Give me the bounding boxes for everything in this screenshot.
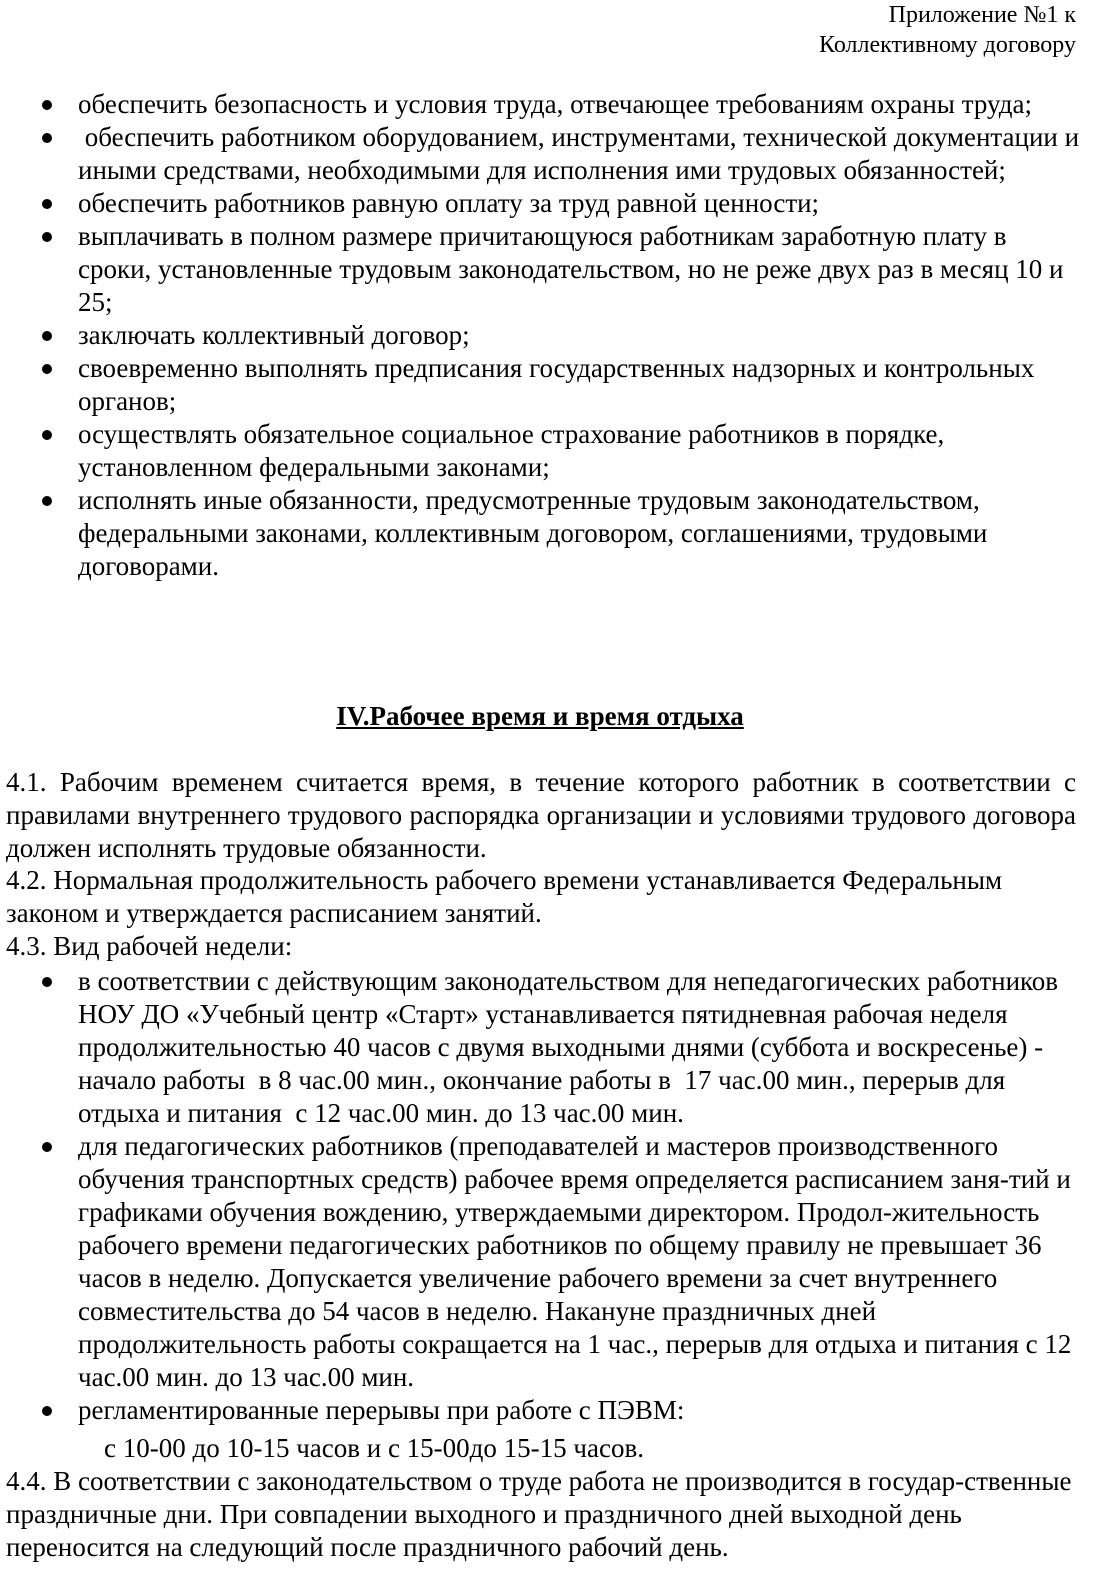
list-item bbox=[0, 121, 1100, 187]
list-item bbox=[0, 352, 1100, 418]
list-item-text: обеспечить работником оборудованием, инструментами, технической документации и иными средствами, необходимыми для исполнения ими трудовых обязанностей; bbox=[78, 122, 1080, 185]
list-item-text: в соответствии с действующим законодательством для непедагогических работников НОУ ДО «Учебный центр «Старт» устанавливается пятидневная рабочая неделя продолжительностью 40 часов с двумя выходными днями (суббота и воскресенье) - начало работы в 8 час.00 мин., окончание работы в 17 час.00 мин., перерыв для отдыха и питания с 12 час.00 мин. до 13 час.00 мин. bbox=[78, 966, 1059, 1128]
list-item-text: своевременно выполнять предписания государственных надзорных и контрольных органов; bbox=[78, 353, 1035, 416]
bullet-icon bbox=[42, 133, 52, 143]
bullet-icon bbox=[42, 430, 52, 440]
employer-duties-list bbox=[0, 88, 1100, 583]
list-item bbox=[0, 418, 1100, 484]
section-heading: IV.Рабочее время и время отдыха bbox=[336, 701, 744, 731]
list-item bbox=[0, 1130, 1100, 1394]
list-item-text: для педагогических работников (преподавателей и мастеров производственного обучения транспортных средств) рабочее время определяется расписанием заня-тий и графиками обучения вождению, утверждаемыми директором. Продол-жительность рабочего времени педагогических работников по общему правилу не превышает 36 часов в неделю. Допускается увеличение рабочего времени за счет внутреннего совместительства до 54 часов в неделю. Накануне праздничных дней продолжительность работы сокращается на 1 час., перерыв для отдыха и питания с 12 час.00 мин. до 13 час.00 мин. bbox=[78, 1131, 1072, 1392]
list-item-text: заключать коллективный договор; bbox=[78, 320, 470, 350]
bullet-icon bbox=[42, 331, 52, 341]
list-item-text: выплачивать в полном размере причитающуюся работникам заработную плату в сроки, установленные трудовым законодательством, но не реже двух раз в месяц 10 и 25; bbox=[78, 221, 1071, 317]
paragraph-4-2: 4.2. Нормальная продолжительность рабочего времени устанавливается Федеральным законом и утверждается расписанием занятий. bbox=[6, 865, 1003, 928]
bullet-icon bbox=[42, 1142, 52, 1152]
appendix-header-line2: Коллективному договору bbox=[819, 32, 1076, 58]
list-item-text: обеспечить безопасность и условия труда, отвечающее требованиям охраны труда; bbox=[78, 89, 1032, 119]
bullet-icon bbox=[42, 496, 52, 506]
paragraph-4-4: 4.4. В соответствии с законодательством о труде работа не производится в государ-ственные праздничные дни. При совпадении выходного и праздничного дней выходной день переносится на следующий после праздничного рабочий день. bbox=[6, 1466, 1072, 1562]
list-item bbox=[0, 965, 1100, 1130]
appendix-header-line1: Приложение №1 к bbox=[888, 2, 1076, 28]
list-item bbox=[0, 88, 1100, 121]
list-item-text: обеспечить работников равную оплату за труд равной ценности; bbox=[78, 188, 820, 218]
appendix-header bbox=[819, 0, 1076, 60]
bullet-icon bbox=[42, 1406, 52, 1416]
bullet-icon bbox=[42, 232, 52, 242]
list-item bbox=[0, 484, 1100, 583]
list-item-text: осуществлять обязательное социальное страхование работников в порядке, установленном федеральными законами; bbox=[78, 419, 945, 482]
paragraph-4-3: 4.3. Вид рабочей недели: bbox=[6, 931, 293, 961]
breaks-time: с 10-00 до 10-15 часов и с 15-00до 15-15 часов. bbox=[104, 1433, 644, 1463]
bullet-icon bbox=[42, 977, 52, 987]
list-item-text: регламентированные перерывы при работе с ПЭВМ: bbox=[78, 1395, 685, 1425]
paragraph-4-1: 4.1. Рабочим временем считается время, в течение которого работник в соответствии с правилами внутреннего трудового распорядка организации и условиями трудового договора должен исполнять трудовые обязанности. bbox=[6, 767, 1076, 863]
list-item bbox=[0, 220, 1100, 319]
list-item bbox=[0, 187, 1100, 220]
list-item-text: исполнять иные обязанности, предусмотренные трудовым законодательством, федеральными законами, коллективным договором, соглашениями, трудовыми договорами. bbox=[78, 485, 988, 581]
bullet-icon bbox=[42, 199, 52, 209]
list-item bbox=[0, 319, 1100, 352]
list-item bbox=[0, 1394, 1100, 1427]
bullet-icon bbox=[42, 100, 52, 110]
bullet-icon bbox=[42, 364, 52, 374]
work-week-types-list bbox=[0, 965, 1100, 1427]
